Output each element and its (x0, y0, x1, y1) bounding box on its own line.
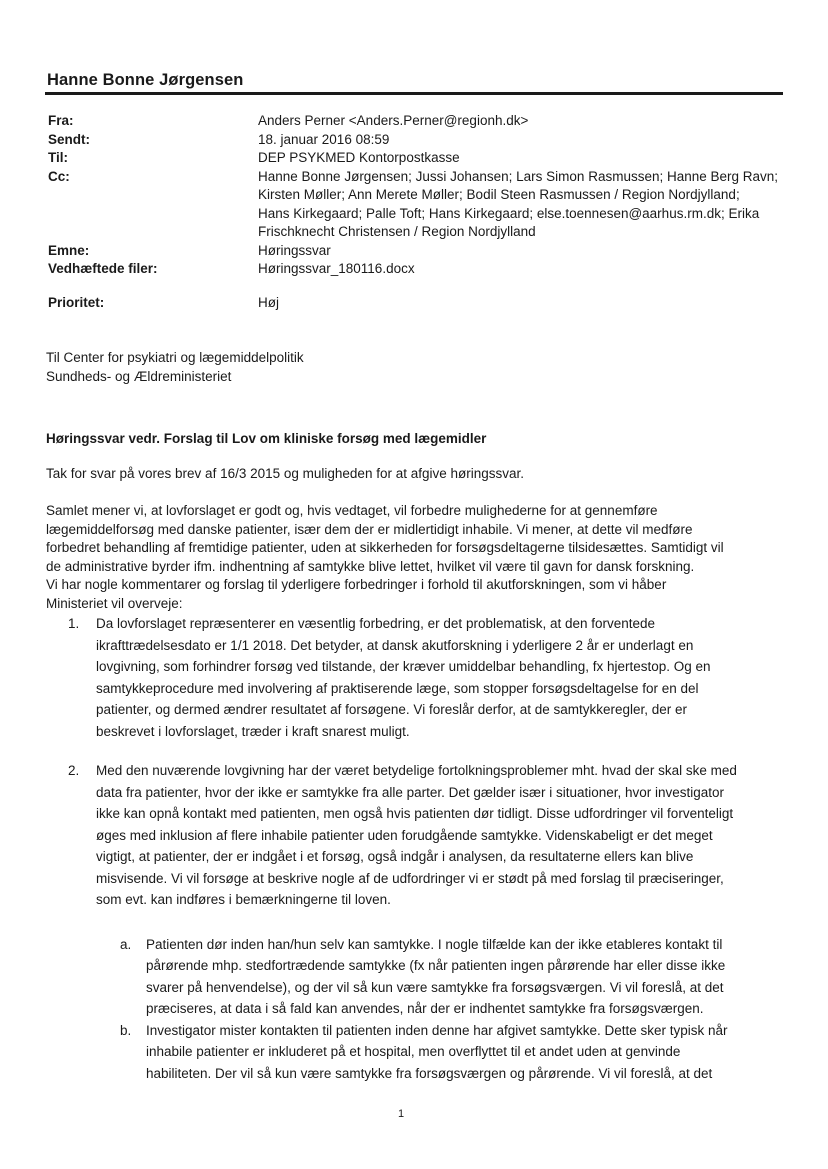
cc-line: Kirsten Møller; Ann Merete Møller; Bodil Steen Rasmussen / Region Nordjylland; (258, 187, 740, 202)
subject-row (48, 242, 788, 261)
list-item-line: misvisende. Vi vil forsøge at beskrive nogle af de udfordringer vi er stødt på med forslag til præciseringer, (96, 870, 724, 886)
list-item-line: vigtigt, at patienter, der er indgået i et forsøg, også indgår i analysen, da resultaterne ellers kan blive (96, 849, 694, 864)
to-label: Til: (48, 150, 68, 165)
page-number: 1 (398, 1108, 405, 1120)
subject-label: Emne: (48, 242, 90, 258)
list-item-line: som evt. kan indføres i bemærkningerne til loven. (96, 892, 391, 907)
priority-row (48, 294, 788, 313)
summary-line: Ministeriet vil overveje: (46, 595, 183, 611)
sub-list-item-line: præciseres, at data i så fald kan anvendes, når der er indhentet samtykke fra forsøgsværgen. (146, 1001, 704, 1016)
from-value: Anders Perner <Anders.Perner@regionh.dk> (258, 113, 529, 128)
sub-list-item-line: habiliteten. Der vil så kun være samtykke fra forsøgsværgen og pårørende. Vi vil foreslå, at det (146, 1065, 713, 1081)
list-item (46, 613, 786, 742)
attachment-filename: Høringssvar_180116.docx (258, 261, 415, 276)
sub-list-item-line: pårørende mhp. stedfortrædende samtykke (fx når patienten ingen pårørende har eller disse ikke (146, 958, 726, 973)
list-item-line: patienter, og dermed ændrer resultatet af forsøgene. Vi foreslår derfor, at de samtykkeregler, der er (96, 702, 688, 717)
email-metadata (48, 112, 788, 312)
list-item-line: Med den nuværende lovgivning har der været betydelige fortolkningsproblemer mht. hvad der skal ske med (96, 763, 737, 778)
sub-list-item-line: svarer på henvendelse), og der vil så kun være samtykke fra forsøgsværgen. Vi vil foreslå, at det (146, 979, 724, 995)
list-item-line: data fra patienter, hvor der ikke er samtykke fra alle parter. Det gælder især i situationer, hvor investigator (96, 784, 725, 800)
document-owner-name: Hanne Bonne Jørgensen (47, 71, 244, 89)
priority-value: Høj (258, 294, 279, 310)
intro-paragraph: Tak for svar på vores brev af 16/3 2015 og muligheden for at afgive høringssvar. (46, 465, 525, 481)
list-item-line: ikrafttrædelsesdato er 1/1 2018. Det betyder, at dansk akutforskning i yderligere 2 år er underlagt en (96, 637, 694, 653)
list-item-line: øges med inklusion af flere inhabile patienter uden forudgående samtykke. Videnskabeligt er det meget (96, 827, 713, 843)
sub-list-item (96, 1020, 786, 1085)
subject-value: Høringssvar (258, 242, 331, 258)
to-value: DEP PSYKMED Kontorpostkasse (258, 150, 460, 165)
sub-list-item-line: inhabile patienter er inkluderet på et hospital, men overflyttet til et andet uden at genvinde (146, 1044, 681, 1059)
header-divider (45, 92, 783, 95)
priority-label: Prioritet: (48, 294, 105, 310)
sub-list-item-letter: b. (120, 1022, 132, 1038)
recipient-line: Sundheds- og Ældreministeriet (46, 368, 232, 384)
summary-line: Vi har nogle kommentarer og forslag til yderligere forbedringer i forhold til akutforskningen, som vi håber (46, 577, 667, 592)
cc-label: Cc: (48, 168, 70, 184)
list-item-line: samtykkeprocedure med involvering af praktiserende læge, som stopper forsøgsdeltagelse for en del (96, 680, 699, 696)
sub-list (96, 934, 786, 1085)
list-item-line: Da lovforslaget repræsenterer en væsentlig forbedring, er det problematisk, at den forventede (96, 616, 656, 631)
from-label: Fra: (48, 113, 74, 128)
list-item-line: lovgivning, som forhindrer forsøg ved tilstande, der kræver umiddelbar behandling, fx hjertestop. Og en (96, 659, 711, 674)
attachments-row (48, 260, 788, 279)
sent-row (48, 131, 788, 150)
cc-line: Hanne Bonne Jørgensen; Jussi Johansen; Lars Simon Rasmussen; Hanne Berg Ravn; (258, 168, 779, 184)
sub-list-item-line: Investigator mister kontakten til patienten inden denne har afgivet samtykke. Dette sker typisk når (146, 1022, 728, 1038)
attachments-label: Vedhæftede filer: (48, 261, 158, 276)
cc-row (48, 168, 788, 242)
to-row (48, 149, 788, 168)
list-item-line: beskrevet i lovforslaget, træder i kraft snarest muligt. (96, 723, 410, 739)
summary-line: lægemiddelforsøg med danske patienter, især dem der er midlertidigt inhabile. Vi mener, at dette vil medføre (46, 521, 693, 537)
summary-line: Samlet mener vi, at lovforslaget er godt og, hvis vedtaget, vil forbedre mulighederne for at gennemføre (46, 503, 658, 518)
sub-list-item-letter: a. (120, 936, 132, 952)
list-item-line: ikke kan opnå kontakt med patienten, men også hvis patienten dør tidligt. Disse udfordringer vil forventeligt (96, 806, 734, 821)
letter-body (46, 349, 786, 1084)
from-row (48, 112, 788, 131)
sent-label: Sendt: (48, 131, 90, 147)
recipient-line: Til Center for psykiatri og lægemiddelpolitik (46, 350, 304, 365)
summary-line: de administrative byrder ifm. indhentning af samtykke blive lettet, hvilket vil være til gavn for dansk forskning. (46, 558, 695, 574)
summary-paragraph (46, 502, 786, 613)
comments-list (46, 613, 786, 1084)
sent-value: 18. januar 2016 08:59 (258, 131, 390, 147)
cc-value (258, 168, 788, 242)
list-item-number: 1. (68, 616, 80, 631)
letter-subject: Høringssvar vedr. Forslag til Lov om kliniske forsøg med lægemidler (46, 431, 487, 446)
sub-list-item (96, 934, 786, 1020)
cc-line: Frischknecht Christensen / Region Nordjylland (258, 224, 536, 239)
list-item (46, 760, 786, 1084)
list-item-number: 2. (68, 763, 80, 778)
sub-list-item-line: Patienten dør inden han/hun selv kan samtykke. I nogle tilfælde kan der ikke etableres kontakt til (146, 936, 723, 952)
cc-line: Hans Kirkegaard; Palle Toft; Hans Kirkegaard; else.toennesen@aarhus.rm.dk; Erika (258, 205, 760, 221)
summary-line: forbedret behandling af fremtidige patienter, uden at sikkerheden for forsøgsdeltagerne tilsidesættes. Samtidigt vil (46, 540, 724, 555)
